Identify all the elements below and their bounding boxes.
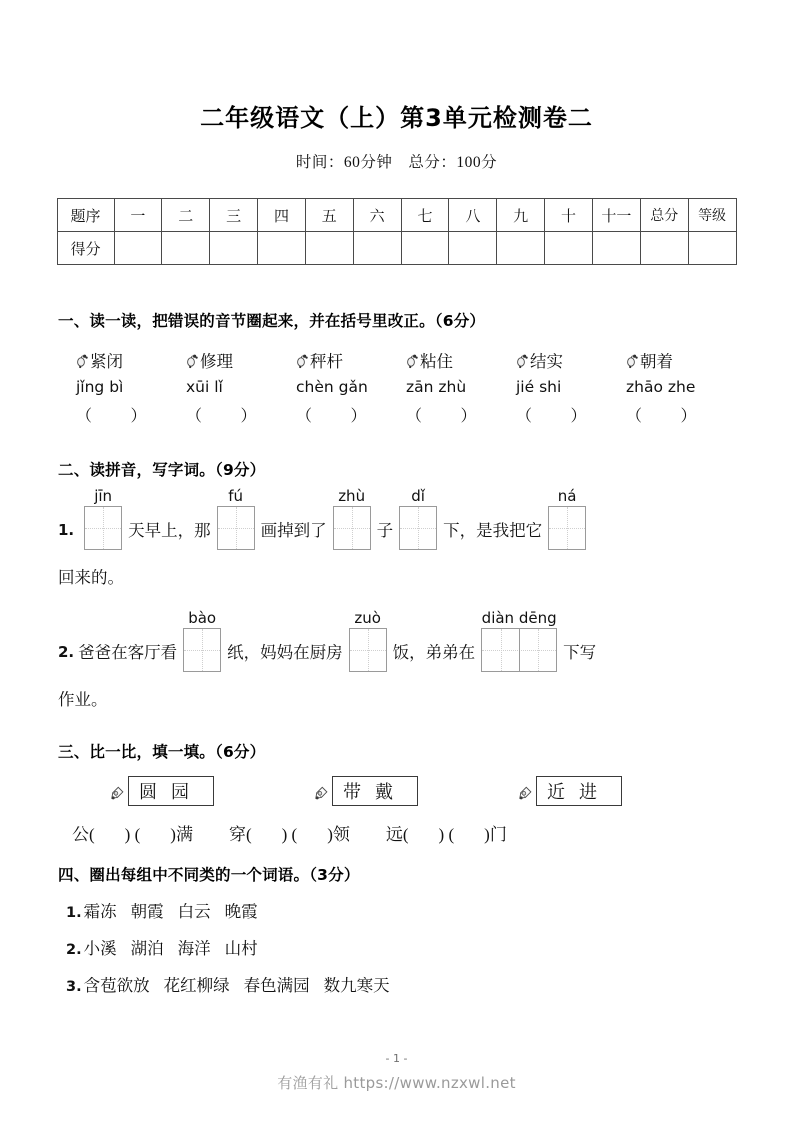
page-title: 二年级语文（上）第3单元检测卷二 (200, 104, 593, 132)
q4-word-option[interactable]: 含苞欲放 (83, 976, 150, 995)
q2-writing-box-fu[interactable] (217, 486, 255, 550)
q2-writing-box-diandeng[interactable] (481, 608, 557, 672)
q4-group-number: 1. (66, 905, 82, 921)
tianzige-cell[interactable] (84, 506, 122, 550)
score-col-total: 总分 (640, 199, 688, 232)
q4-group-2 (0, 935, 793, 959)
q1-pinyin-5: jié shi (516, 378, 562, 396)
q3-char-b: 戴 (375, 782, 407, 802)
q1-answer-blank-1[interactable]: （ ） (76, 408, 148, 425)
q2-text-segment: 饭，弟弟在 (392, 642, 476, 662)
ornament-icon (76, 354, 89, 369)
score-cell-3[interactable] (210, 232, 258, 265)
q1-word-label: 紧闭 (90, 352, 123, 371)
q1-item-2 (186, 348, 296, 372)
q4-group-1 (0, 898, 793, 922)
q3-pair-group-2 (314, 776, 418, 806)
q3-fill-blank-3b[interactable]: ( ) (448, 825, 490, 844)
q2-pinyin-zhu: zhù (338, 486, 366, 505)
exam-meta-subtitle: 时间：60分钟 总分：100分 (295, 154, 498, 171)
q1-answer-blank-2[interactable]: （ ） (186, 408, 258, 425)
q1-word-label: 朝着 (640, 352, 673, 371)
section-3-char-pairs (0, 776, 793, 806)
score-col-4: 四 (258, 199, 306, 232)
q2-text-segment: 下写 (563, 642, 597, 662)
section-3-fill-row (0, 820, 793, 845)
pencil-icon (110, 780, 132, 802)
q3-char-b: 进 (579, 782, 611, 802)
score-col-7: 七 (401, 199, 449, 232)
q3-fill-trail-3: 门 (489, 825, 507, 844)
q3-fill-blank-1a[interactable]: ( ) (89, 825, 131, 844)
q2-writing-box-zuo[interactable] (349, 608, 387, 672)
q3-fill-blank-2a[interactable]: ( ) (245, 825, 288, 844)
pencil-icon (314, 780, 336, 802)
score-cell-11[interactable] (592, 232, 640, 265)
score-col-3: 三 (210, 199, 258, 232)
score-cell-5[interactable] (305, 232, 353, 265)
q1-item-3 (296, 348, 406, 372)
score-cell-9[interactable] (497, 232, 545, 265)
q4-word-option[interactable]: 白云 (177, 902, 211, 921)
score-col-9: 九 (497, 199, 545, 232)
tianzige-cell[interactable] (183, 628, 221, 672)
q1-answer-blank-3[interactable]: （ ） (296, 408, 368, 425)
q1-pinyin-4: zān zhù (406, 378, 467, 396)
section-1-word-row (0, 348, 793, 372)
q3-pair-group-1 (110, 776, 214, 806)
q4-group-number: 2. (66, 942, 82, 958)
q1-item-5 (516, 348, 626, 372)
q2-pinyin-diandeng: diàn dēng (481, 608, 557, 627)
tianzige-cell[interactable] (399, 506, 437, 550)
score-table (57, 198, 737, 265)
q1-word-label: 秤杆 (310, 352, 343, 371)
score-col-1: 一 (114, 199, 162, 232)
section-2-question-1 (0, 486, 793, 550)
tianzige-cell[interactable] (333, 506, 371, 550)
q2-question-2-continuation: 作业。 (58, 690, 108, 709)
q2-pinyin-zuo: zuò (354, 608, 381, 627)
ornament-icon (516, 354, 529, 369)
q2-writing-box-zhu[interactable] (333, 486, 371, 550)
score-cell-total[interactable] (640, 232, 688, 265)
q3-fill-trail-2: 领 (332, 825, 350, 844)
q2-pinyin-na: ná (557, 486, 577, 505)
q2-question-number: 1. (58, 520, 75, 539)
tianzige-cell[interactable] (349, 628, 387, 672)
q4-word-option[interactable]: 春色满园 (243, 976, 310, 995)
q1-pinyin-6: zhāo zhe (626, 378, 696, 396)
q1-item-1 (76, 348, 186, 372)
ornament-icon (186, 354, 199, 369)
q2-text-segment: 画掉到了 (260, 520, 327, 540)
q2-writing-box-bao[interactable] (183, 608, 221, 672)
q1-answer-blank-6[interactable]: （ ） (626, 408, 698, 425)
q1-item-4 (406, 348, 516, 372)
q4-word-option[interactable]: 山村 (224, 939, 258, 958)
q4-word-option[interactable]: 海洋 (177, 939, 211, 958)
q1-word-label: 结实 (530, 352, 563, 371)
q2-pinyin-bao: bào (188, 608, 217, 627)
score-table-value-row (57, 232, 736, 265)
q3-charbox-2 (332, 776, 418, 806)
q2-writing-box-na[interactable] (548, 486, 586, 550)
q2-text-segment: 爸爸在客厅看 (78, 642, 178, 662)
score-cell-8[interactable] (449, 232, 497, 265)
section-2-heading: 二、读拼音，写字词。（9分） (58, 461, 266, 479)
score-col-8: 八 (449, 199, 497, 232)
q2-pinyin-fu: fú (228, 486, 244, 505)
q3-fill-lead-1: 公 (72, 825, 89, 844)
q3-char-a: 带 (343, 782, 375, 802)
score-table-container (57, 198, 737, 265)
watermark: 有渔有礼 https://www.nzxwl.net (277, 1074, 516, 1092)
score-col-6: 六 (353, 199, 401, 232)
q1-item-6 (626, 348, 736, 372)
score-cell-2[interactable] (162, 232, 210, 265)
q3-char-a: 圆 (139, 782, 171, 802)
score-col-11: 十一 (592, 199, 640, 232)
q3-fill-lead-3: 远 (385, 825, 403, 844)
q2-writing-box-jin[interactable] (84, 486, 122, 550)
ornament-icon (626, 354, 639, 369)
q1-answer-blank-4[interactable]: （ ） (406, 408, 478, 425)
section-1-pinyin-row (0, 378, 793, 396)
q3-charbox-3 (536, 776, 622, 806)
score-table-header-row (57, 199, 736, 232)
q3-fill-blank-2b[interactable]: ( ) (291, 825, 333, 844)
score-cell-grade[interactable] (688, 232, 736, 265)
page-number: - 1 - (385, 1052, 408, 1065)
q2-pinyin-jin: jīn (94, 486, 113, 505)
q1-pinyin-1: jǐng bì (76, 378, 124, 396)
q2-question-number: 2. (58, 642, 75, 661)
q3-char-a: 近 (547, 782, 579, 802)
q4-word-option[interactable]: 数九寒天 (323, 976, 390, 995)
tianzige-cell[interactable] (217, 506, 255, 550)
tianzige-cell-pair[interactable] (481, 628, 557, 672)
q2-text-segment: 子 (376, 520, 394, 540)
score-table-row-label-question: 题序 (57, 199, 114, 232)
score-cell-7[interactable] (401, 232, 449, 265)
q3-char-b: 园 (171, 782, 203, 802)
q4-group-3 (0, 972, 793, 996)
q4-word-option[interactable]: 晚霞 (224, 902, 258, 921)
q2-text-segment: 下，是我把它 (443, 520, 543, 540)
score-col-2: 二 (162, 199, 210, 232)
q3-fill-blank-1b[interactable]: ( ) (134, 825, 176, 844)
q4-word-option[interactable]: 小溪 (83, 939, 117, 958)
q1-word-label: 粘住 (420, 352, 453, 371)
score-cell-10[interactable] (545, 232, 593, 265)
q3-fill-lead-2: 穿 (228, 825, 246, 844)
q2-text-segment: 纸，妈妈在厨房 (227, 642, 343, 662)
q2-question-1-continuation: 回来的。 (58, 568, 124, 587)
tianzige-cell[interactable] (548, 506, 586, 550)
q1-word-label: 修理 (200, 352, 233, 371)
q1-answer-blank-5[interactable]: （ ） (516, 408, 588, 425)
section-2-question-2 (0, 608, 793, 672)
pencil-icon (518, 780, 540, 802)
q1-pinyin-3: chèn gǎn (296, 378, 368, 396)
q2-text-segment: 天早上，那 (128, 520, 211, 540)
q3-fill-blank-3a[interactable]: ( ) (402, 825, 445, 844)
q4-word-option[interactable]: 花红柳绿 (163, 976, 230, 995)
score-col-grade: 等级 (688, 199, 736, 232)
q4-word-option[interactable]: 湖泊 (130, 939, 164, 958)
q4-word-option[interactable]: 霜冻 (83, 902, 117, 921)
section-4-heading: 四、圈出每组中不同类的一个词语。（3分） (58, 866, 360, 884)
section-1-answer-row (0, 403, 793, 426)
score-cell-6[interactable] (353, 232, 401, 265)
q3-fill-trail-1: 满 (175, 825, 193, 844)
ornament-icon (406, 354, 419, 369)
q1-pinyin-2: xūi lǐ (186, 378, 223, 396)
score-col-10: 十 (545, 199, 593, 232)
score-table-row-label-score: 得分 (57, 232, 114, 265)
q2-pinyin-di: dǐ (411, 486, 425, 505)
q3-charbox-1 (128, 776, 214, 806)
q2-writing-box-di[interactable] (399, 486, 437, 550)
score-cell-1[interactable] (114, 232, 162, 265)
score-cell-4[interactable] (258, 232, 306, 265)
score-col-5: 五 (305, 199, 353, 232)
q4-group-number: 3. (66, 979, 82, 995)
section-1-heading: 一、读一读，把错误的音节圈起来，并在括号里改正。（6分） (58, 312, 486, 330)
section-3-heading: 三、比一比，填一填。（6分） (58, 743, 266, 761)
q4-word-option[interactable]: 朝霞 (130, 902, 164, 921)
ornament-icon (296, 354, 309, 369)
q3-pair-group-3 (518, 776, 622, 806)
